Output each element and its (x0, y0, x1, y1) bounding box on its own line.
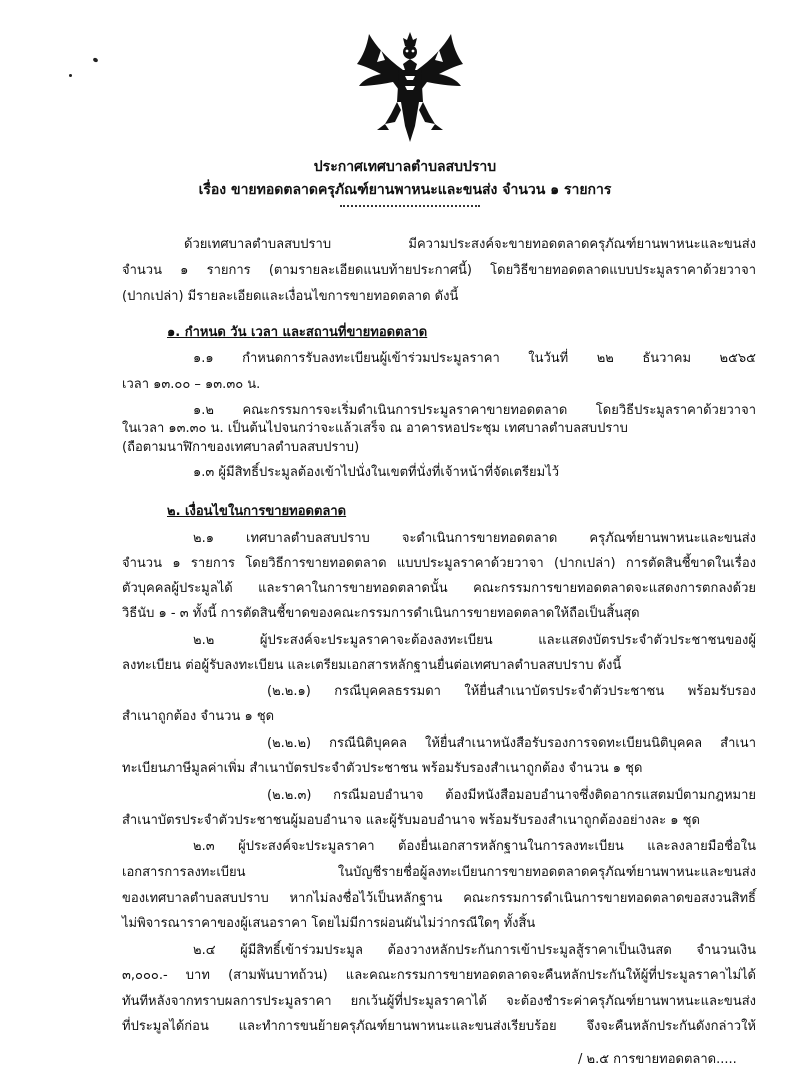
section-2-line: ทะเบียนภาษีมูลค่าเพิ่ม สำเนาบัตรประจำตัวประชาชน พร้อมรับรองสำเนาถูกต้อง จำนวน ๑ ชุด (122, 761, 643, 776)
intro-line: (ปากเปล่า) มีรายละเอียดและเงื่อนไขการขายทอดตลาด ดังนี้ (122, 289, 459, 304)
section-2-line: (๒.๒.๑) กรณีบุคคลธรรมดา ให้ยื่นสำเนาบัตรประจำตัวประชาชน พร้อมรับรอง (267, 684, 756, 699)
section-2-heading: ๒. เงื่อนไขในการขายทอดตลาด (167, 504, 347, 519)
section-2-line: ลงทะเบียน ต่อผู้รับลงทะเบียน และเตรียมเอกสารหลักฐานยื่นต่อเทศบาลตำบลสบปราบ ดังนี้ (122, 658, 622, 673)
section-2-line: สำเนาถูกต้อง จำนวน ๑ ชุด (122, 709, 275, 724)
section-1-line: ๑.๒ คณะกรรมการจะเริ่มดำเนินการประมูลราคาขายทอดตลาด โดยวิธีประมูลราคาด้วยวาจา (193, 403, 756, 418)
section-2-line: ๒.๒ ผู้ประสงค์จะประมูลราคาจะต้องลงทะเบียน และแสดงบัตรประจำตัวประชาชนของผู้ (193, 633, 756, 648)
section-1-heading: ๑. กำหนด วัน เวลา และสถานที่ขายทอดตลาด (167, 325, 428, 340)
section-2-line: (๒.๒.๓) กรณีมอบอำนาจ ต้องมีหนังสือมอบอำนาจซึ่งติดอากรแสตมป์ตามกฎหมาย (267, 788, 756, 803)
section-1-line: ในเวลา ๑๓.๓๐ น. เป็นต้นไปจนกว่าจะแล้วเสร็จ ณ อาคารหอประชุม เทศบาลตำบลสบปราบ (122, 421, 628, 436)
announcement-title: ประกาศเทศบาลตำบลสบปราบ (313, 159, 497, 175)
section-2-line: ๓,๐๐๐.- บาท (สามพันบาทถ้วน) และคณะกรรมการขายทอดตลาดจะคืนหลักประกันให้ผู้ที่ประมูลราคาไม่ได้ (122, 968, 756, 983)
section-1-line: (ถือตามนาฬิกาของเทศบาลตำบลสบปราบ) (122, 440, 360, 455)
section-1-line: ๑.๑ กำหนดการรับลงทะเบียนผู้เข้าร่วมประมูลราคา ในวันที่ ๒๒ ธันวาคม ๒๕๖๕ (193, 351, 756, 366)
continuation-note: / ๒.๕ การขายทอดตลาด..... (578, 1052, 737, 1067)
section-2-line: เอกสารการลงทะเบียน ในบัญชีรายชื่อผู้ลงทะเบียนการขายทอดตลาดครุภัณฑ์ยานพาหนะและขนส่ง (122, 865, 756, 880)
section-1-line: เวลา ๑๓.๐๐ – ๑๓.๓๐ น. (122, 377, 261, 392)
section-2-line: ที่ประมูลได้ก่อน และทำการขนย้ายครุภัณฑ์ยานพาหนะและขนส่งเรียบร้อย จึงจะคืนหลักประกันดังกล่าวให้ (122, 1019, 756, 1034)
scan-speck (69, 74, 72, 77)
section-2-line: ของเทศบาลตำบลสบปราบ หากไม่ลงชื่อไว้เป็นหลักฐาน คณะกรรมการดำเนินการขายทอดตลาดขอสงวนสิทธิ์ (122, 891, 756, 906)
section-2-line: ตัวบุคคลผู้ประมูลได้ และราคาในการขายทอดตลาดนั้น คณะกรรมการขายทอดตลาดจะแสดงการตกลงด้วย (122, 581, 756, 596)
intro-line: ด้วยเทศบาลตำบลสบปราบ มีความประสงค์จะขายทอดตลาดครุภัณฑ์ยานพาหนะและขนส่ง (184, 237, 756, 252)
section-2-line: ทันทีหลังจากทราบผลการประมูลราคา ยกเว้นผู้ที่ประมูลราคาได้ จะต้องชำระค่าครุภัณฑ์ยานพาหนะและขนส่ง (122, 994, 756, 1009)
garuda-emblem-icon (355, 30, 465, 145)
scan-speck (92, 57, 98, 63)
title-dotted-rule (340, 205, 480, 207)
announcement-subject: เรื่อง ขายทอดตลาดครุภัณฑ์ยานพาหนะและขนส่ง จำนวน ๑ รายการ (198, 182, 612, 198)
section-2-line: ไม่พิจารณาราคาของผู้เสนอราคา โดยไม่มีการผ่อนผันไม่ว่ากรณีใดๆ ทั้งสิ้น (122, 916, 536, 931)
section-2-line: ๒.๔ ผู้มีสิทธิ์เข้าร่วมประมูล ต้องวางหลักประกันการเข้าประมูลสู้ราคาเป็นเงินสด จำนวนเงิน (193, 943, 756, 958)
section-2-line: จำนวน ๑ รายการ โดยวิธีการขายทอดตลาด แบบประมูลราคาด้วยวาจา (ปากเปล่า) การตัดสินชี้ขาดในเรื่อง (122, 556, 756, 571)
section-2-line: (๒.๒.๒) กรณีนิติบุคคล ให้ยื่นสำเนาหนังสือรับรองการจดทะเบียนนิติบุคคล สำเนา (267, 736, 756, 751)
section-2-line: ๒.๓ ผู้ประสงค์จะประมูลราคา ต้องยื่นเอกสารหลักฐานในการลงทะเบียน และลงลายมือชื่อใน (193, 839, 756, 854)
section-1-line: ๑.๓ ผู้มีสิทธิ์ประมูลต้องเข้าไปนั่งในเขตที่นั่งที่เจ้าหน้าที่จัดเตรียมไว้ (193, 465, 560, 480)
intro-line: จำนวน ๑ รายการ (ตามรายละเอียดแนบท้ายประกาศนี้) โดยวิธีขายทอดตลาดแบบประมูลราคาด้วยวาจา (122, 263, 756, 278)
section-2-line: ๒.๑ เทศบาลตำบลสบปราบ จะดำเนินการขายทอดตลาด ครุภัณฑ์ยานพาหนะและขนส่ง (193, 531, 756, 546)
section-2-line: วิธีนับ ๑ - ๓ ทั้งนี้ การตัดสินชี้ขาดของคณะกรรมการดำเนินการขายทอดตลาดให้ถือเป็นสิ้นสุด (122, 606, 640, 621)
section-2-line: สำเนาบัตรประจำตัวประชาชนผู้มอบอำนาจ และผู้รับมอบอำนาจ พร้อมรับรองสำเนาถูกต้องอย่างละ ๑ ชุด (122, 813, 700, 828)
